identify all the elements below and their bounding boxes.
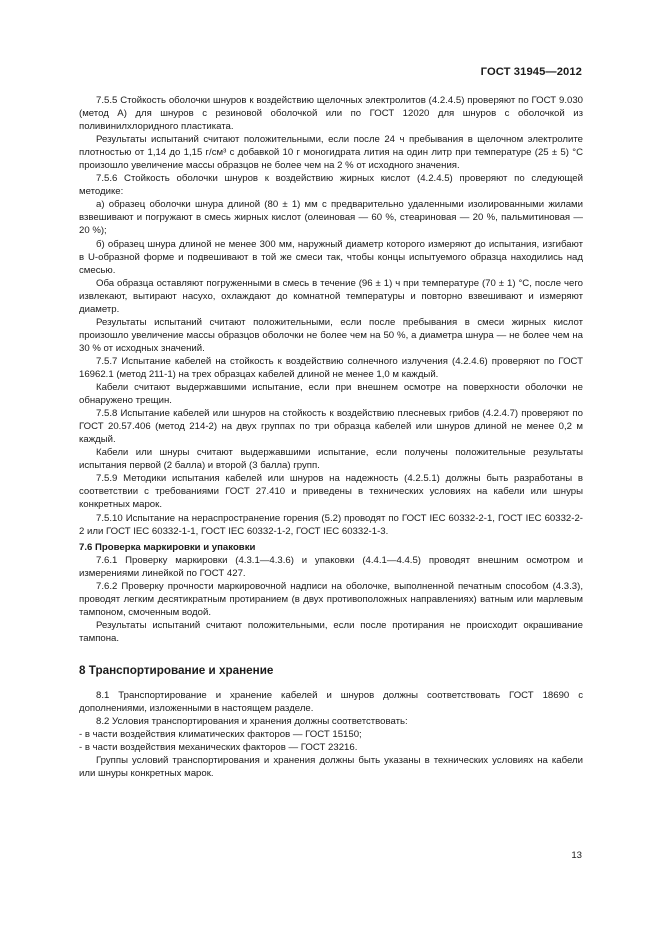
paragraph: 7.5.10 Испытание на нераспространение горения (5.2) проводят по ГОСТ IEC 60332-2-1, ГОСТ IEC 60332-2-2 или ГОСТ IEC 60332-1-1, ГОСТ IEC 60332-1-2, ГОСТ IEC 60332-1-3. bbox=[79, 512, 583, 537]
paragraph: а) образец оболочки шнура длиной (80 ± 1) мм с предварительно удаленными изолированными жилами взвешивают и погружают в смесь жирных кислот (олеиновая — 60 %, стеариновая — 20 %, пальмитиновая — 20 %); bbox=[79, 199, 583, 237]
paragraph: Результаты испытаний считают положительными, если после 24 ч пребывания в щелочном электролите плотностью от 1,14 до 1,15 г/см³ с добавкой 10 г моногидрата лития на один литр при температуре (25 ± 5) °С произошло увеличение массы образцов не более чем на 2 % от исходного значения. bbox=[79, 134, 583, 172]
paragraph: б) образец шнура длиной не менее 300 мм, наружный диаметр которого измеряют до испытания, изгибают в U-образной форме и подвешивают в той же смеси так, чтобы концы испытуемого образца находились над смесью. bbox=[79, 238, 583, 276]
paragraph: 7.5.7 Испытание кабелей на стойкость к воздействию солнечного излучения (4.2.4.6) проверяют по ГОСТ 16962.1 (метод 211-1) на трех образцах кабелей длиной не менее 1,0 м каждый. bbox=[79, 355, 583, 380]
list-item: - в части воздействия климатических факторов — ГОСТ 15150; bbox=[79, 729, 362, 741]
paragraph: Кабели считают выдержавшими испытание, если при внешнем осмотре на поверхности оболочки не обнаружено трещин. bbox=[79, 382, 583, 407]
paragraph: Результаты испытаний считают положительными, если после пребывания в смеси жирных кислот произошло увеличение массы образцов оболочки не более чем на 50 %, а диаметра шнура — не более чем на 30 % от исходных значений. bbox=[79, 316, 583, 354]
paragraph: Группы условий транспортирования и хранения должны быть указаны в технических условиях на кабели или шнуры конкретных марок. bbox=[79, 755, 583, 780]
paragraph: 7.6.1 Проверку маркировки (4.3.1—4.3.6) и упаковки (4.4.1—4.4.5) проводят внешним осмотром и измерениями линейкой по ГОСТ 427. bbox=[79, 554, 583, 579]
paragraph: 7.5.8 Испытание кабелей или шнуров на стойкость к воздействию плесневых грибов (4.2.4.7) проверяют по ГОСТ 20.57.406 (метод 214-2) на двух группах по три образца кабелей или шнуров длиной не менее 0,2 м каждый. bbox=[79, 408, 583, 446]
paragraph: 8.2 Условия транспортирования и хранения должны соответствовать: bbox=[96, 716, 408, 728]
paragraph: Кабели или шнуры считают выдержавшими испытание, если получены положительные результаты испытания первой (2 балла) и второй (3 балла) групп. bbox=[79, 447, 583, 472]
page-number: 13 bbox=[571, 850, 582, 861]
list-item: - в части воздействия механических факторов — ГОСТ 23216. bbox=[79, 742, 358, 754]
paragraph: 7.5.9 Методики испытания кабелей или шнуров на надежность (4.2.5.1) должны быть разработаны в соответствии с требованиями ГОСТ 27.410 и приведены в технических условиях на кабели или шнуры конкретных марок. bbox=[79, 473, 583, 511]
paragraph: 7.5.5 Стойкость оболочки шнуров к воздействию щелочных электролитов (4.2.4.5) проверяют по ГОСТ 9.030 (метод А) для шнуров с резиновой оболочкой или по ГОСТ 12020 для шнуров с оболочкой из поливинилхлоридного пластиката. bbox=[79, 95, 583, 133]
page-body bbox=[79, 94, 583, 780]
section-heading: 8 Транспортирование и хранение bbox=[79, 663, 274, 677]
paragraph: 7.5.6 Стойкость оболочки шнуров к воздействию жирных кислот (4.2.4.5) проверяют по следующей методике: bbox=[79, 173, 583, 198]
paragraph: Оба образца оставляют погруженными в смесь в течение (96 ± 1) ч при температуре (70 ± 1) °С, после чего извлекают, вытирают насухо, охлаждают до комнатной температуры и повторно взвешивают и измеряют диаметр. bbox=[79, 277, 583, 315]
document-header: ГОСТ 31945—2012 bbox=[480, 66, 582, 78]
subsection-heading: 7.6 Проверка маркировки и упаковки bbox=[79, 541, 256, 553]
paragraph: 8.1 Транспортирование и хранение кабелей и шнуров должны соответствовать ГОСТ 18690 с дополнениями, изложенными в настоящем разделе. bbox=[79, 690, 583, 715]
paragraph: Результаты испытаний считают положительными, если после протирания не происходит окрашивание тампона. bbox=[79, 619, 583, 644]
paragraph: 7.6.2 Проверку прочности маркировочной надписи на оболочке, выполненной печатным способом (4.3.3), проводят легким десятикратным протиранием (в двух противоположных направлениях) ватным или марлевым тампоном, смоченным водой. bbox=[79, 580, 583, 618]
